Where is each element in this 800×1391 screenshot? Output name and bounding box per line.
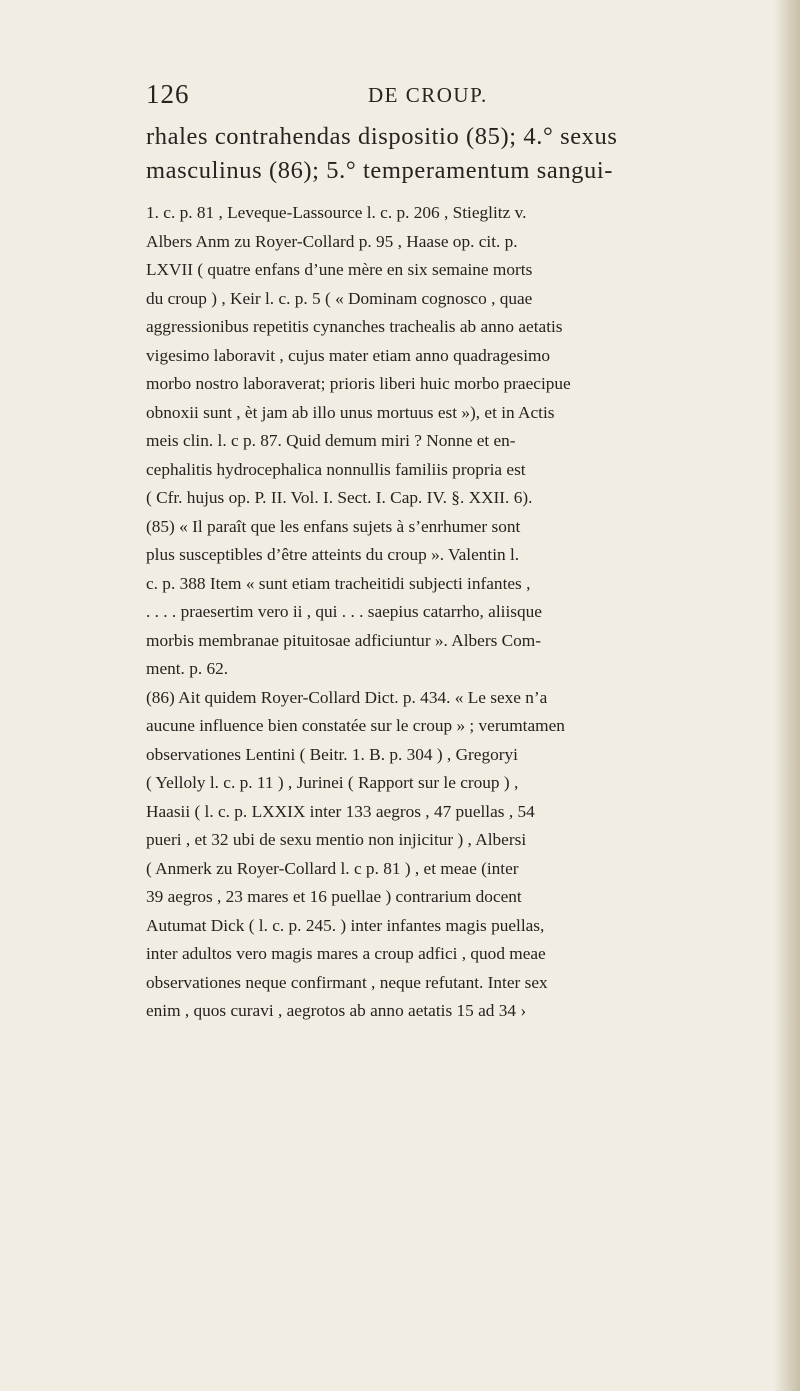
- page-header: [146, 79, 666, 113]
- footnote-line: Autumat Dick ( l. c. p. 245. ) inter infantes magis puellas,: [146, 915, 545, 935]
- footnote-line: aggressionibus repetitis cynanches trachealis ab anno aetatis: [146, 317, 563, 336]
- running-title: DE CROUP.: [368, 83, 488, 107]
- footnote-line: ( Yelloly l. c. p. 11 ) , Jurinei ( Rapport sur le croup ) ,: [146, 773, 519, 792]
- footnote-line: ( Cfr. hujus op. P. II. Vol. I. Sect. I. Cap. IV. §. XXII. 6).: [146, 488, 533, 507]
- footnote-line: enim , quos curavi , aegrotos ab anno aetatis 15 ad 34 ›: [146, 1001, 527, 1020]
- footnote-line: . . . . praesertim vero ii , qui . . . saepius catarrho, aliisque: [146, 602, 542, 621]
- footnote-line: 1. c. p. 81 , Leveque-Lassource l. c. p. 206 , Stieglitz v.: [146, 203, 527, 222]
- footnote-line: inter adultos vero magis mares a croup adfici , quod meae: [146, 944, 546, 963]
- main-text-line: rhales contrahendas dispositio (85); 4.° sexus: [146, 123, 618, 150]
- footnote-line: observationes neque confirmant , neque refutant. Inter sex: [146, 972, 548, 992]
- footnote-line: ment. p. 62.: [146, 659, 229, 678]
- page-number: 126: [146, 79, 190, 109]
- footnote-line: ( Anmerk zu Royer-Collard l. c p. 81 ) , et meae (inter: [146, 858, 519, 878]
- footnote-line: cephalitis hydrocephalica nonnullis familiis propria est: [146, 459, 526, 479]
- footnotes: [146, 199, 774, 1026]
- footnote-line: (85) « Il paraît que les enfans sujets à s’enrhumer sont: [146, 516, 521, 536]
- page-edge-shadow: [774, 0, 800, 1391]
- footnote-line: Albers Anm zu Royer-Collard p. 95 , Haase op. cit. p.: [146, 231, 518, 251]
- footnote-line: obnoxii sunt , èt jam ab illo unus mortuus est »), et in Actis: [146, 402, 555, 422]
- footnote-line: morbo nostro laboraverat; prioris liberi huic morbo praecipue: [146, 374, 571, 393]
- main-text: [146, 120, 774, 188]
- footnote-line: observationes Lentini ( Beitr. 1. B. p. 304 ) , Gregoryi: [146, 744, 518, 764]
- footnote-line: meis clin. l. c p. 87. Quid demum miri ? Nonne et en-: [146, 431, 516, 450]
- footnote-line: du croup ) , Keir l. c. p. 5 ( « Dominam cognosco , quae: [146, 288, 533, 308]
- footnote-line: aucune influence bien constatée sur le croup » ; verumtamen: [146, 716, 565, 735]
- footnote-line: morbis membranae pituitosae adficiuntur ». Albers Com-: [146, 630, 541, 650]
- footnote-line: plus susceptibles d’être atteints du croup ». Valentin l.: [146, 545, 520, 564]
- footnote-line: LXVII ( quatre enfans d’une mère en six semaine morts: [146, 260, 533, 279]
- main-text-line: masculinus (86); 5.° temperamentum sangui-: [146, 157, 614, 184]
- footnote-line: c. p. 388 Item « sunt etiam tracheitidi subjecti infantes ,: [146, 573, 531, 593]
- footnote-line: vigesimo laboravit , cujus mater etiam anno quadragesimo: [146, 345, 551, 365]
- footnote-line: 39 aegros , 23 mares et 16 puellae ) contrarium docent: [146, 887, 522, 906]
- footnote-line: (86) Ait quidem Royer-Collard Dict. p. 434. « Le sexe n’a: [146, 687, 548, 707]
- footnote-line: Haasii ( l. c. p. LXXIX inter 133 aegros , 47 puellas , 54: [146, 801, 535, 821]
- footnote-line: pueri , et 32 ubi de sexu mentio non injicitur ) , Albersi: [146, 830, 527, 849]
